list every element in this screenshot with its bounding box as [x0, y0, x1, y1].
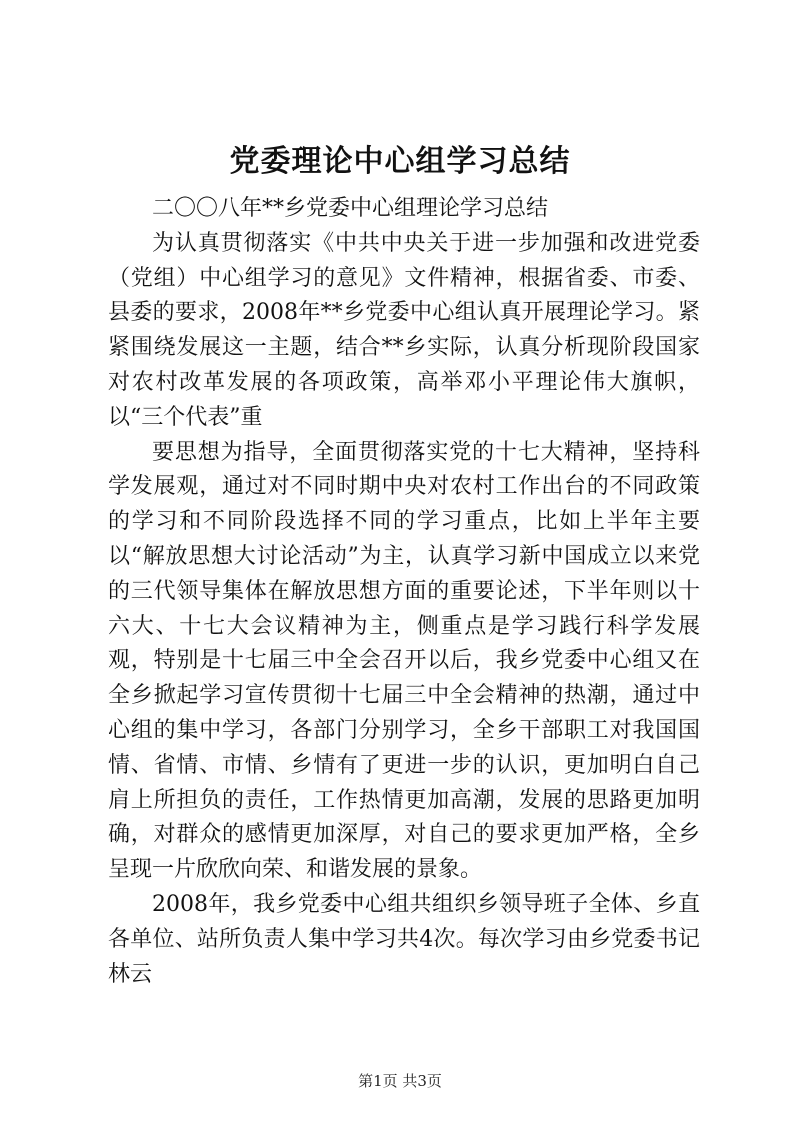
paragraph-1: 为认真贯彻落实《中共中央关于进一步加强和改进党委（党组）中心组学习的意见》文件精神，根据省委、市委、县委的要求，2008年**乡党委中心组认真开展理论学习。紧紧围绕发展这一主题，结合**乡实际，认真分析现阶段国家对农村改革发展的各项政策，高举邓小平理论伟大旗帜，以“三个代表”重 — [108, 230, 700, 430]
page-footer: 第1页 共3页 — [358, 1072, 442, 1090]
paragraph-3: 2008年，我乡党委中心组共组织乡领导班子全体、乡直各单位、站所负责人集中学习共4次。每次学习由乡党委书记林云 — [108, 891, 700, 987]
document-subtitle: 二〇〇八年**乡党委中心组理论学习总结 — [152, 196, 549, 221]
paragraph-2: 要思想为指导，全面贯彻落实党的十七大精神，坚持科学发展观，通过对不同时期中央对农村工作出台的不同政策的学习和不同阶段选择不同的学习重点，比如上半年主要以“解放思想大讨论活动”为主，认真学习新中国成立以来党的三代领导集体在解放思想方面的重要论述，下半年则以十六大、十七大会议精神为主，侧重点是学习践行科学发展观，特别是十七届三中全会召开以后，我乡党委中心组又在全乡掀起学习宣传贯彻十七届三中全会精神的热潮，通过中心组的集中学习，各部门分别学习，全乡干部职工对我国国情、省情、市情、乡情有了更进一步的认识，更加明白自己肩上所担负的责任，工作热情更加高潮，发展的思路更加明确，对群众的感情更加深厚，对自己的要求更加严格，全乡呈现一片欣欣向荣、和谐发展的景象。 — [108, 439, 700, 883]
document-body — [108, 192, 700, 992]
document-title: 党委理论中心组学习总结 — [229, 144, 571, 179]
